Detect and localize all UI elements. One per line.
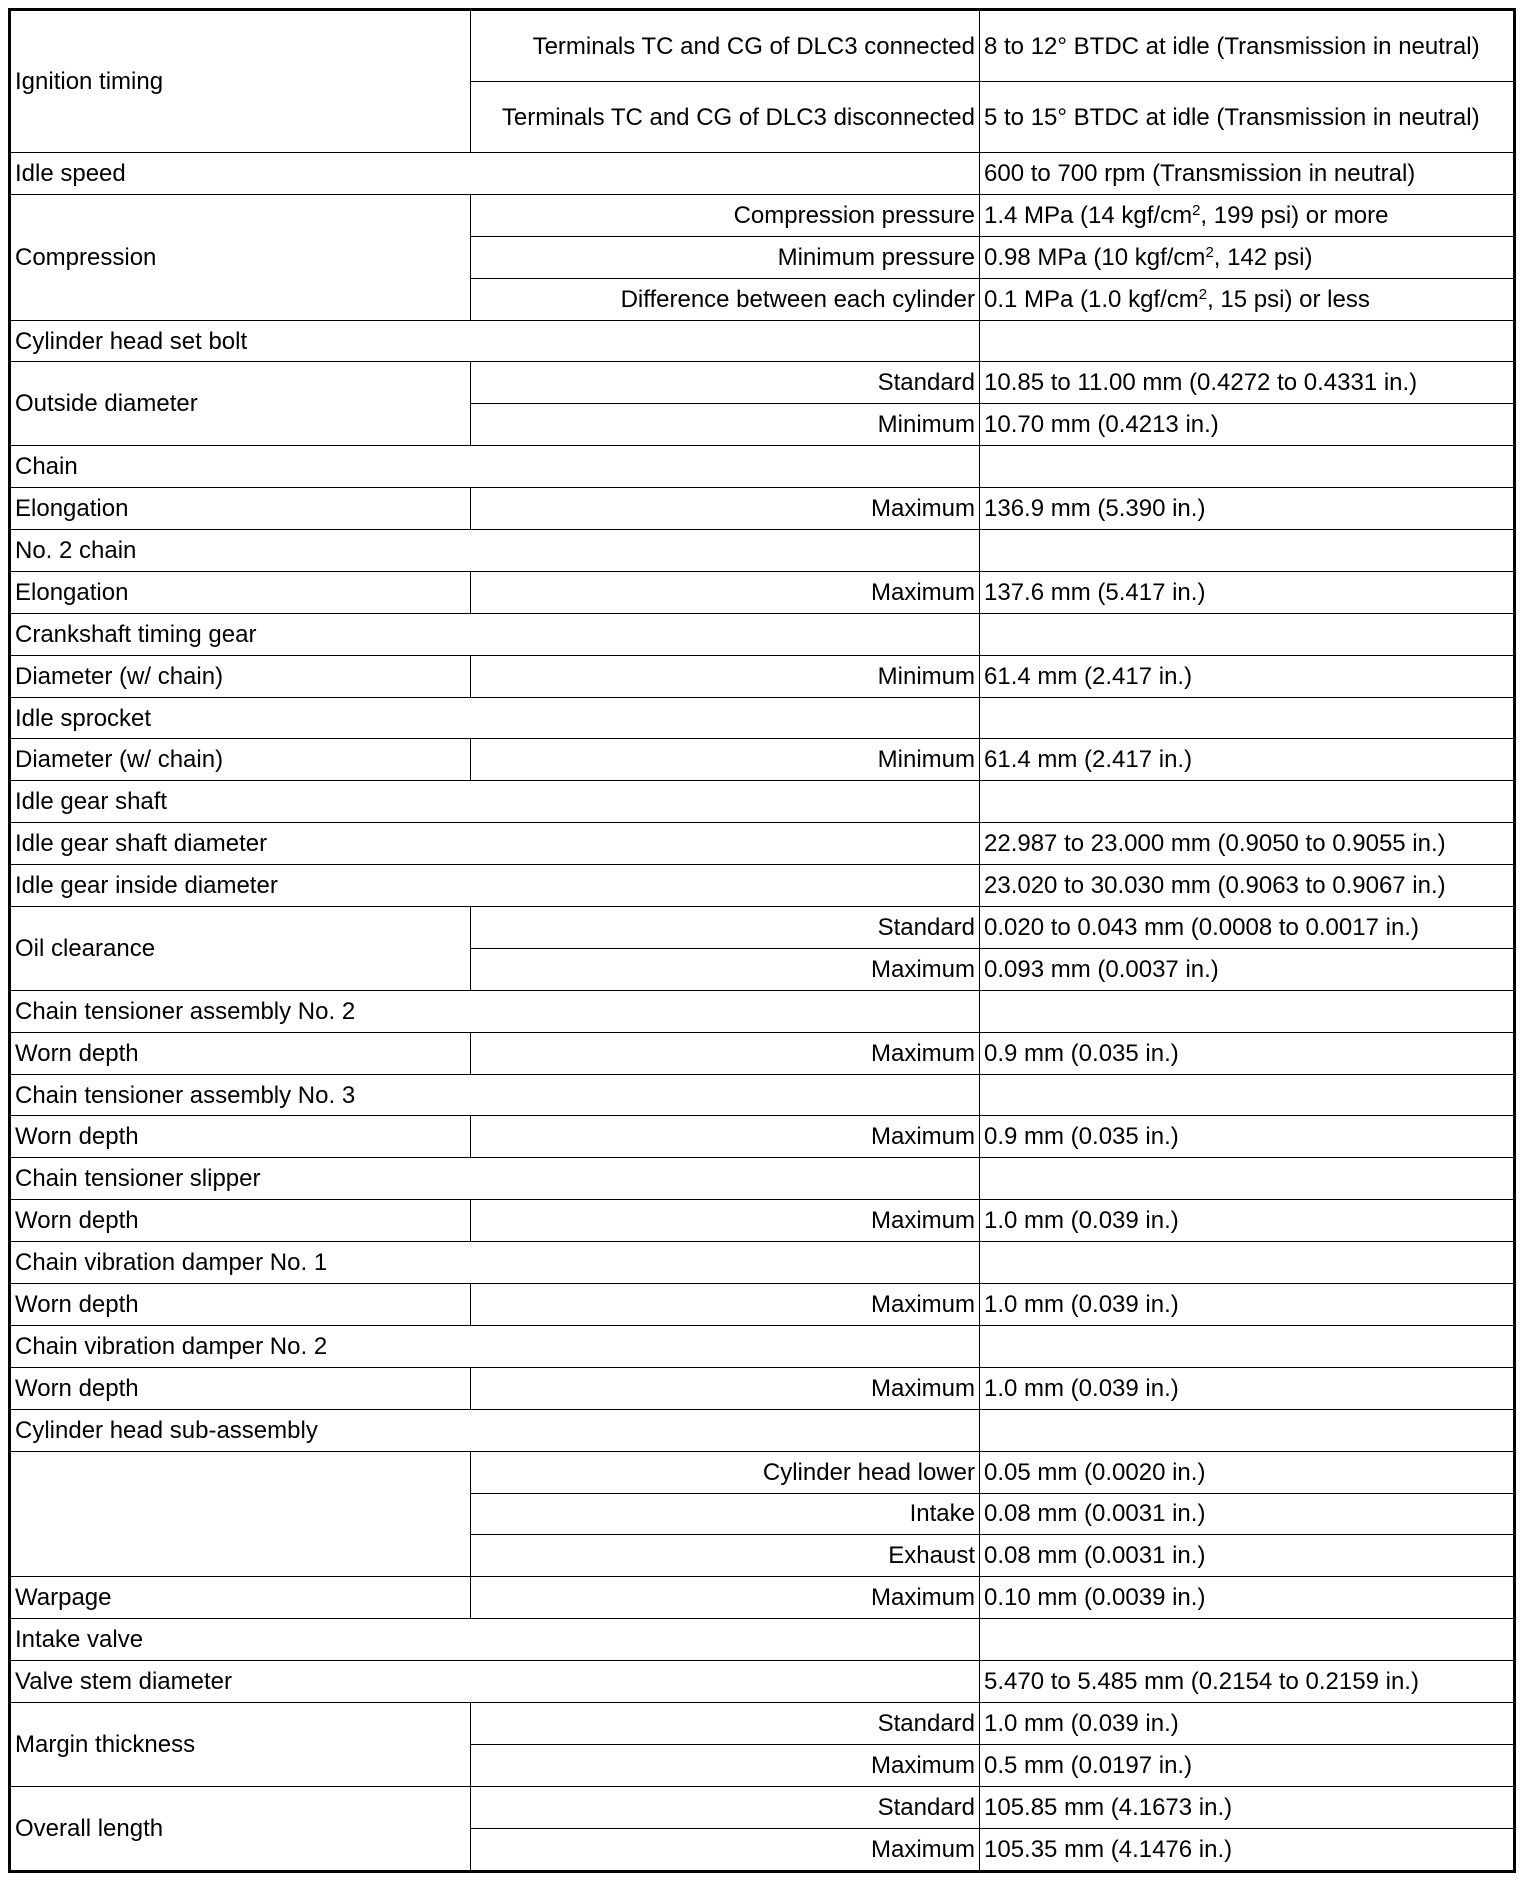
condition-cell: Maximum xyxy=(471,1284,980,1326)
value-cell xyxy=(980,320,1515,362)
value-cell: 8 to 12° BTDC at idle (Transmission in neutral) xyxy=(980,10,1515,82)
value-cell xyxy=(980,613,1515,655)
condition-cell: Terminals TC and CG of DLC3 disconnected xyxy=(471,82,980,153)
item-cell: Worn depth xyxy=(10,1367,471,1409)
table-row xyxy=(10,1074,1515,1116)
table-row xyxy=(10,1619,1515,1661)
item-cell xyxy=(10,1451,471,1577)
value-cell xyxy=(980,1409,1515,1451)
value-cell xyxy=(980,697,1515,739)
value-cell: 1.0 mm (0.039 in.) xyxy=(980,1284,1515,1326)
condition-cell: Difference between each cylinder xyxy=(471,278,980,320)
section-heading-cell: Crankshaft timing gear xyxy=(10,613,980,655)
item-cell: Compression xyxy=(10,194,471,320)
table-row xyxy=(10,1409,1515,1451)
table-row xyxy=(10,823,1515,865)
section-heading-cell: Idle gear shaft xyxy=(10,781,980,823)
item-cell: Outside diameter xyxy=(10,362,471,446)
condition-cell: Cylinder head lower xyxy=(471,1451,980,1493)
table-row xyxy=(10,1702,1515,1744)
item-cell: Worn depth xyxy=(10,1032,471,1074)
table-row xyxy=(10,990,1515,1032)
condition-cell: Standard xyxy=(471,907,980,949)
table-row xyxy=(10,10,1515,82)
specification-table xyxy=(8,8,1516,1873)
condition-cell: Exhaust xyxy=(471,1535,980,1577)
item-cell: Elongation xyxy=(10,571,471,613)
section-heading-cell: No. 2 chain xyxy=(10,530,980,572)
section-heading-cell: Chain tensioner assembly No. 3 xyxy=(10,1074,980,1116)
table-row xyxy=(10,1242,1515,1284)
table-row xyxy=(10,655,1515,697)
value-cell: 0.1 MPa (1.0 kgf/$cm^2$, 15 psi) or less xyxy=(980,278,1515,320)
section-heading-cell: Chain vibration damper No. 1 xyxy=(10,1242,980,1284)
item-cell: Worn depth xyxy=(10,1116,471,1158)
condition-cell: Minimum pressure xyxy=(471,236,980,278)
value-cell xyxy=(980,1158,1515,1200)
table-row xyxy=(10,613,1515,655)
table-row xyxy=(10,446,1515,488)
condition-cell: Standard xyxy=(471,1786,980,1828)
table-row xyxy=(10,153,1515,195)
table-row xyxy=(10,1367,1515,1409)
table-row xyxy=(10,739,1515,781)
value-cell: 23.020 to 30.030 mm (0.9063 to 0.9067 in.) xyxy=(980,865,1515,907)
table-row xyxy=(10,1325,1515,1367)
section-heading-cell: Cylinder head set bolt xyxy=(10,320,980,362)
condition-cell: Maximum xyxy=(471,1828,980,1871)
table-row xyxy=(10,571,1515,613)
section-heading-cell: Intake valve xyxy=(10,1619,980,1661)
value-cell: 0.9 mm (0.035 in.) xyxy=(980,1032,1515,1074)
value-cell: 10.70 mm (0.4213 in.) xyxy=(980,404,1515,446)
value-cell xyxy=(980,1242,1515,1284)
condition-cell: Maximum xyxy=(471,1744,980,1786)
item-cell: Idle speed xyxy=(10,153,980,195)
value-cell: 5.470 to 5.485 mm (0.2154 to 0.2159 in.) xyxy=(980,1661,1515,1703)
condition-cell: Minimum xyxy=(471,404,980,446)
condition-cell: Standard xyxy=(471,1702,980,1744)
value-cell: 0.08 mm (0.0031 in.) xyxy=(980,1535,1515,1577)
value-cell: 1.0 mm (0.039 in.) xyxy=(980,1367,1515,1409)
value-cell xyxy=(980,781,1515,823)
table-row xyxy=(10,1661,1515,1703)
item-cell: Margin thickness xyxy=(10,1702,471,1786)
value-cell xyxy=(980,990,1515,1032)
section-heading-cell: Idle sprocket xyxy=(10,697,980,739)
value-cell: 0.05 mm (0.0020 in.) xyxy=(980,1451,1515,1493)
table-row xyxy=(10,530,1515,572)
table-row xyxy=(10,1284,1515,1326)
item-cell: Warpage xyxy=(10,1577,471,1619)
value-cell: 136.9 mm (5.390 in.) xyxy=(980,488,1515,530)
condition-cell: Maximum xyxy=(471,1367,980,1409)
table-row xyxy=(10,1158,1515,1200)
table-row xyxy=(10,1200,1515,1242)
value-cell: 0.98 MPa (10 kgf/$cm^2$, 142 psi) xyxy=(980,236,1515,278)
condition-cell: Maximum xyxy=(471,1577,980,1619)
condition-cell: Minimum xyxy=(471,739,980,781)
condition-cell: Compression pressure xyxy=(471,194,980,236)
value-cell: 0.10 mm (0.0039 in.) xyxy=(980,1577,1515,1619)
item-cell: Oil clearance xyxy=(10,907,471,991)
value-cell: 0.093 mm (0.0037 in.) xyxy=(980,948,1515,990)
item-cell: Diameter (w/ chain) xyxy=(10,739,471,781)
value-cell xyxy=(980,446,1515,488)
condition-cell: Maximum xyxy=(471,948,980,990)
table-row xyxy=(10,865,1515,907)
table-row xyxy=(10,1577,1515,1619)
value-cell xyxy=(980,1074,1515,1116)
value-cell: 137.6 mm (5.417 in.) xyxy=(980,571,1515,613)
value-cell: 5 to 15° BTDC at idle (Transmission in neutral) xyxy=(980,82,1515,153)
table-row xyxy=(10,1116,1515,1158)
value-cell xyxy=(980,530,1515,572)
table-row xyxy=(10,907,1515,949)
table-row xyxy=(10,488,1515,530)
item-cell: Overall length xyxy=(10,1786,471,1871)
table-row xyxy=(10,1786,1515,1828)
value-cell: 600 to 700 rpm (Transmission in neutral) xyxy=(980,153,1515,195)
table-row xyxy=(10,697,1515,739)
condition-cell: Maximum xyxy=(471,1200,980,1242)
value-cell: 10.85 to 11.00 mm (0.4272 to 0.4331 in.) xyxy=(980,362,1515,404)
value-cell: 105.85 mm (4.1673 in.) xyxy=(980,1786,1515,1828)
condition-cell: Terminals TC and CG of DLC3 connected xyxy=(471,10,980,82)
value-cell: 0.5 mm (0.0197 in.) xyxy=(980,1744,1515,1786)
table-row xyxy=(10,1451,1515,1493)
value-cell: 1.0 mm (0.039 in.) xyxy=(980,1702,1515,1744)
condition-cell: Standard xyxy=(471,362,980,404)
value-cell: 1.0 mm (0.039 in.) xyxy=(980,1200,1515,1242)
item-cell: Worn depth xyxy=(10,1200,471,1242)
value-cell: 0.020 to 0.043 mm (0.0008 to 0.0017 in.) xyxy=(980,907,1515,949)
condition-cell: Maximum xyxy=(471,1032,980,1074)
table-row xyxy=(10,781,1515,823)
value-cell: 0.08 mm (0.0031 in.) xyxy=(980,1493,1515,1535)
table-row xyxy=(10,362,1515,404)
condition-cell: Maximum xyxy=(471,488,980,530)
item-cell: Elongation xyxy=(10,488,471,530)
item-cell: Worn depth xyxy=(10,1284,471,1326)
item-cell: Diameter (w/ chain) xyxy=(10,655,471,697)
value-cell: 61.4 mm (2.417 in.) xyxy=(980,655,1515,697)
table-row xyxy=(10,194,1515,236)
item-cell: Idle gear inside diameter xyxy=(10,865,980,907)
table-row xyxy=(10,1032,1515,1074)
value-cell: 61.4 mm (2.417 in.) xyxy=(980,739,1515,781)
item-cell: Ignition timing xyxy=(10,10,471,153)
item-cell: Idle gear shaft diameter xyxy=(10,823,980,865)
condition-cell: Intake xyxy=(471,1493,980,1535)
section-heading-cell: Cylinder head sub-assembly xyxy=(10,1409,980,1451)
condition-cell: Minimum xyxy=(471,655,980,697)
condition-cell: Maximum xyxy=(471,571,980,613)
value-cell: 105.35 mm (4.1476 in.) xyxy=(980,1828,1515,1871)
condition-cell: Maximum xyxy=(471,1116,980,1158)
item-cell: Valve stem diameter xyxy=(10,1661,980,1703)
value-cell: 22.987 to 23.000 mm (0.9050 to 0.9055 in.) xyxy=(980,823,1515,865)
value-cell: 1.4 MPa (14 kgf/$cm^2$, 199 psi) or more xyxy=(980,194,1515,236)
value-cell xyxy=(980,1619,1515,1661)
section-heading-cell: Chain tensioner slipper xyxy=(10,1158,980,1200)
section-heading-cell: Chain xyxy=(10,446,980,488)
value-cell: 0.9 mm (0.035 in.) xyxy=(980,1116,1515,1158)
value-cell xyxy=(980,1325,1515,1367)
section-heading-cell: Chain vibration damper No. 2 xyxy=(10,1325,980,1367)
table-row xyxy=(10,320,1515,362)
spec-sheet xyxy=(8,8,1516,1873)
section-heading-cell: Chain tensioner assembly No. 2 xyxy=(10,990,980,1032)
